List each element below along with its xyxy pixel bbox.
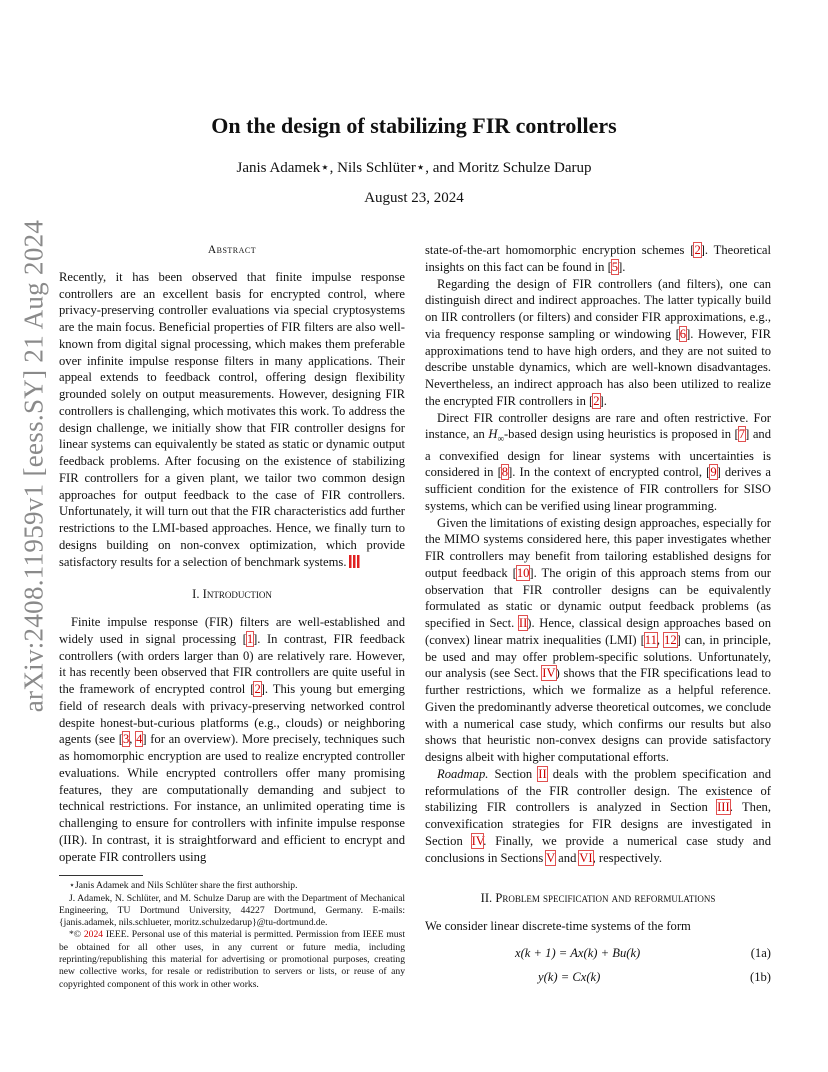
footnote-rule [59,875,143,876]
citation-link[interactable]: 4 [136,732,143,747]
citation-link[interactable]: 9 [710,465,717,480]
text-run: ] for an overview). More precisely, techniques such as homomorphic encryption are used to realize encrypted controller evaluations. While encrypted controllers offer many promising features, they are computationally demanding and subject to technical restrictions. For instance, an unlimited operating time is challenging to ensure for controllers with infinite impulse response (IIR). In contrast, it is straightforward and efficient to encrypt and operate FIR controllers using [59,732,405,864]
citation-link[interactable]: VI [579,850,593,865]
right-column [425,242,771,987]
text-run: ]. Theoretical insights on this fact can be found in [ [425,243,771,274]
citation-link[interactable]: 2 [694,243,701,257]
equation-1b [425,969,771,987]
arxiv-stamp-text: arXiv:2408.11959v1 [eess.SY] 21 Aug 2024 [18,219,49,713]
text-run: and [555,850,580,865]
intro-paragraph-3 [425,410,771,515]
equation-number: (1b) [750,969,771,984]
citation-link[interactable]: 7 [738,427,746,442]
text-run: ]. This young but emerging field of research deals with privacy-preserving networked control despite honest-but-curious platforms (e.g., clouds) or neighboring agents (see [ [59,682,405,747]
citation-link[interactable]: 5 [611,259,619,274]
intro-paragraph-1-cont [425,242,771,276]
citation-link[interactable]: 2 [593,393,600,408]
text-run: IEEE. Personal use of this material is permitted. Permission from IEEE must be obtained for all other uses, in any current or future media, including reprinting/republishing this material for advertising or promotional purposes, creating new collective works, for resale or redistribution to servers or lists, or reuse of any copyrighted component of this work in other works. [59,929,405,990]
equation-number: (1a) [750,945,771,960]
left-column [59,242,405,991]
section-1-heading: I. Introduction [192,587,272,602]
roadmap-paragraph [425,766,771,867]
arxiv-stamp [14,219,54,713]
text-run: ) shows that the FIR specifications lead to further restrictions, which we formalize as a helpful reference. Given the predominantly adverse theoretical outcomes, we conclude with a numerical case study, which confirms our results but also shows that heuristic non-convex designs can provide satisfactory designs albeit with higher computational efforts. [425,666,772,765]
section-2-intro: We consider linear discrete-time systems of the form [425,919,691,934]
paper-title: On the design of stabilizing FIR controllers [211,113,617,138]
citation-link[interactable]: 3 [122,732,130,747]
text-run: deals with the problem specification and reformulations of the FIR controller design. The existence of stabilizing FIR controllers is analyzed in Section [425,766,771,815]
footnote-2: J. Adamek, N. Schlüter, and M. Schulze Darup are with the Department of Mechanical Engineering, TU Dortmund University, 44227 Dortmund, Germany. E-mails: {janis.adamek, nils.schlueter, moritz.schulzedarup}@tu-dortmund.de. [59,892,405,929]
equation-body: y(k) = Cx(k) [538,969,601,984]
citation-link[interactable]: 8 [501,465,509,480]
citation-link[interactable]: V [546,850,556,865]
text-run: *© [69,929,84,941]
citation-link[interactable]: IV [542,666,556,681]
paper-date: August 23, 2024 [364,190,464,206]
text-run: Finite impulse response (FIR) filters are well-established and widely used in signal processing [ [59,615,405,646]
text-run: , [656,632,665,647]
abstract-rule-icon [349,555,361,568]
equation-1a [425,945,771,963]
text-run: . Then, convexification strategies for FIR designs are investigated in Section [425,800,771,848]
intro-paragraph-2 [425,276,771,410]
citation-link[interactable]: 12 [664,632,677,647]
footnotes [59,880,405,991]
citation-link[interactable]: II [518,616,528,631]
intro-paragraph-4 [425,515,771,766]
text-run: ). Hence, classical design approaches based on (convex) linear matrix inequalities (LMI) [ [425,616,771,647]
paper-authors: Janis Adamek⋆, Nils Schlüter⋆, and Moritz Schulze Darup [236,160,592,176]
abstract-text: Recently, it has been observed that finite impulse response controllers are an excellent basis for encrypted control, where privacy-preserving controller evaluations via special cryptosystems are the main focus. Beneficial properties of FIR filters are also well-known from digital signal processing, which makes them preferable over infinite impulse response filters in many applications. Their appeal extends to feedback control, offering design flexibility grounded solely on output measurements. However, designing FIR controllers is challenging, which motivates this work. To address the design challenge, we initially show that FIR controller designs for linear systems can equivalently be stated as static or dynamic output feedback problems. After focusing on the existence of stabilizing FIR controllers for a given plant, we tailor two common design approaches for output feedback to the case of FIR controllers. Unfortunately, it will turn out that the FIR characteristics add further restrictions to the LMI-based approaches. Hence, we finally turn to designs building on non-convex optimization, which provide satisfactory results for a selection of benchmark systems. [59,269,405,569]
text-run: Section [488,766,539,781]
intro-paragraph-1 [59,614,405,865]
text-run: ]. [599,393,607,408]
text-run: ]. The origin of this approach stems from our observation that FIR controller designs can be equivalently formulated as static or dynamic output feedback problems (as specified in Sect. [425,565,771,631]
text-run: state-of-the-art homomorphic encryption schemes [ [425,243,695,257]
text-run: , [129,732,137,747]
section-2-heading: II. Problem specification and reformulations [480,891,716,906]
citation-link[interactable]: 1 [246,631,254,646]
text-run: Regarding the design of FIR controllers (and filters), one can distinguish direct and indirect approaches. The latter typically build on IIR controllers (or filters) and consider FIR approximations, e.g., via frequency response sampling or windowing [ [425,276,771,341]
text-run: . Finally, we provide a numerical case study and conclusions in Sections [425,833,771,865]
text-run: Roadmap. [437,766,489,781]
equation-body: x(k + 1) = Ax(k) + Bu(k) [515,945,641,960]
text-run: ]. [618,259,626,274]
citation-link[interactable]: 2 [254,682,261,696]
citation-link[interactable]: III [717,800,730,815]
citation-link[interactable]: IV [471,833,484,848]
abstract-heading: Abstract [207,244,257,256]
citation-link[interactable]: 11 [644,632,657,647]
text-run: ] can, in principle, be used and may offer problem-specific solutions. Unfortunately, our analysis (see Sect. [425,632,772,681]
text-run: ]. In contrast, FIR feedback controllers (with orders larger than 0) are relatively rare. However, it has recently been observed that FIR controllers are quite useful in the framework of encrypted control [ [59,631,406,696]
citation-link[interactable]: 6 [679,326,687,341]
copyright-year-link[interactable]: 2024 [83,929,104,941]
abstract-body [59,269,405,571]
footnote-3 [59,929,405,990]
citation-link[interactable]: II [538,766,547,781]
text-run: Direct FIR controller designs are rare and often restrictive. For instance, an $H_\infty$-based design using heuristics is proposed in [ [425,410,771,444]
text-run: Given the limitations of existing design approaches, especially for the MIMO systems considered here, this paper investigates whether FIR controllers may benefit from tailoring established designs for output feedback [ [425,515,771,580]
text-run: ] derives a sufficient condition for the existence of FIR controllers for SISO systems, which can be verified using linear programming. [425,465,772,513]
text-run: ]. However, FIR approximations tend to have high orders, and they are not suited to describe unstable dynamics, which are well-known disadvantages. Nevertheless, an indirect approach has also been utilized to realize the encrypted FIR controllers in [ [425,326,771,408]
text-run: ]. In the context of encrypted control, [ [508,465,711,480]
text-run: , respectively. [592,850,663,865]
text-run: ] and a convexified design for linear systems with uncertainties is considered in [ [425,427,772,480]
citation-link[interactable]: 10 [516,565,530,580]
footnote-1: ⋆Janis Adamek and Nils Schlüter share the first authorship. [69,880,298,892]
